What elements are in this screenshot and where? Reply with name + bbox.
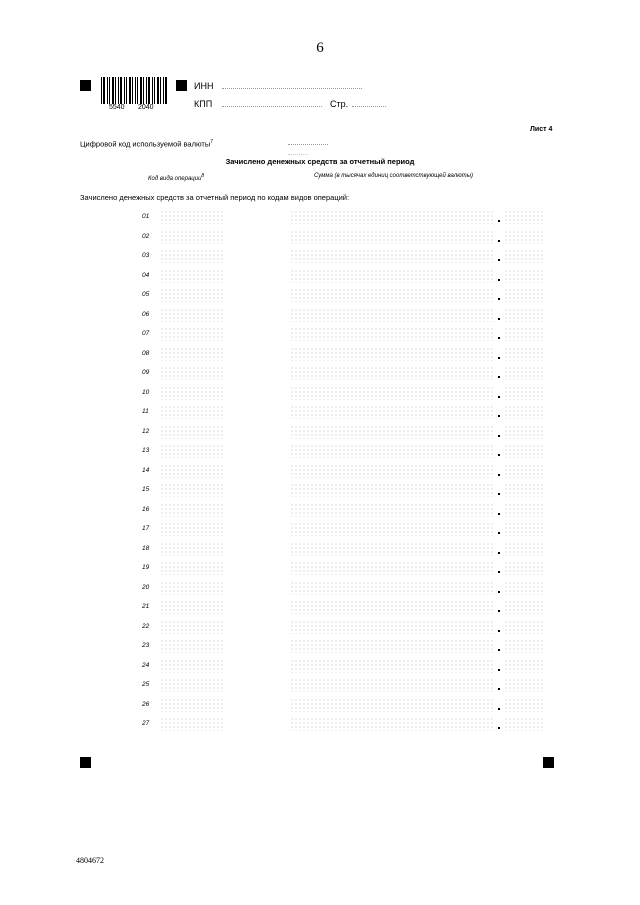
sum-integer-field[interactable] [290, 542, 493, 556]
operation-code-field[interactable] [160, 678, 224, 692]
operation-code-field[interactable] [160, 210, 224, 224]
sum-fraction-field[interactable] [504, 327, 544, 341]
operation-code-field[interactable] [160, 366, 224, 380]
sum-integer-field[interactable] [290, 698, 493, 712]
sum-integer-field[interactable] [290, 561, 493, 575]
registration-marker-bottom-right [543, 757, 554, 768]
row-number: 27 [142, 720, 150, 727]
row-number: 11 [142, 408, 149, 415]
row-number: 05 [142, 291, 150, 298]
sum-integer-field[interactable] [290, 717, 493, 731]
decimal-point [498, 669, 500, 671]
sum-integer-field[interactable] [290, 483, 493, 497]
operation-code-field[interactable] [160, 269, 224, 283]
decimal-point [498, 259, 500, 261]
decimal-point [498, 571, 500, 573]
sum-integer-field[interactable] [290, 425, 493, 439]
sum-integer-field[interactable] [290, 659, 493, 673]
footer-form-code: 4804672 [76, 856, 104, 865]
operation-code-field[interactable] [160, 230, 224, 244]
operation-code-field[interactable] [160, 288, 224, 302]
row-number: 26 [142, 700, 150, 708]
operation-code-field[interactable] [160, 542, 224, 556]
row-number: 16 [142, 505, 150, 513]
row-number: 25 [142, 681, 150, 688]
operation-code-field[interactable] [160, 464, 224, 478]
decimal-point [498, 493, 500, 495]
operation-code-field[interactable] [160, 561, 224, 575]
sum-integer-field[interactable] [290, 249, 493, 263]
barcode [101, 77, 167, 104]
row-number: 07 [142, 330, 150, 337]
row-number: 23 [142, 642, 150, 649]
decimal-point [498, 318, 500, 320]
row-number: 12 [142, 427, 150, 435]
operation-code-field[interactable] [160, 503, 224, 517]
sum-fraction-field[interactable] [504, 503, 544, 517]
sum-integer-field[interactable] [290, 327, 493, 341]
sum-fraction-field[interactable] [504, 717, 544, 731]
sum-fraction-field[interactable] [504, 269, 544, 283]
decimal-point [498, 630, 500, 632]
sheet-label: Лист 4 [530, 126, 553, 133]
sum-fraction-field[interactable] [504, 210, 544, 224]
sum-fraction-field[interactable] [504, 581, 544, 595]
operation-code-field[interactable] [160, 581, 224, 595]
sum-fraction-field[interactable] [504, 249, 544, 263]
decimal-point [498, 649, 500, 651]
sum-fraction-field[interactable] [504, 522, 544, 536]
sum-integer-field[interactable] [290, 386, 493, 400]
row-number: 15 [142, 486, 150, 493]
decimal-point [498, 376, 500, 378]
operation-row [0, 720, 640, 739]
row-number: 08 [142, 349, 150, 357]
page-label: Стр. [330, 99, 349, 109]
inn-field[interactable] [222, 80, 362, 89]
sum-integer-field[interactable] [290, 405, 493, 419]
sum-fraction-field[interactable] [504, 347, 544, 361]
sum-fraction-field[interactable] [504, 308, 544, 322]
decimal-point [498, 396, 500, 398]
operation-code-field[interactable] [160, 405, 224, 419]
row-number: 03 [142, 252, 150, 259]
sum-integer-field[interactable] [290, 288, 493, 302]
row-number: 06 [142, 310, 150, 318]
section-title: Зачислено денежных средств за отчетный период [225, 157, 415, 166]
sum-fraction-field[interactable] [504, 561, 544, 575]
kpp-field[interactable] [222, 98, 322, 107]
page-number: 6 [316, 40, 324, 56]
decimal-point [498, 415, 500, 417]
operation-code-field[interactable] [160, 717, 224, 731]
sum-integer-field[interactable] [290, 444, 493, 458]
sum-integer-field[interactable] [290, 366, 493, 380]
row-number: 04 [142, 271, 150, 279]
operation-code-field[interactable] [160, 600, 224, 614]
sum-fraction-field[interactable] [504, 678, 544, 692]
decimal-point [498, 454, 500, 456]
currency-code-field[interactable] [288, 136, 328, 145]
operation-code-field[interactable] [160, 620, 224, 634]
row-number: 22 [142, 622, 150, 630]
sum-fraction-field[interactable] [504, 230, 544, 244]
decimal-point [498, 337, 500, 339]
page-field[interactable] [352, 98, 386, 107]
operation-code-field[interactable] [160, 483, 224, 497]
sum-fraction-field[interactable] [504, 600, 544, 614]
sum-integer-field[interactable] [290, 600, 493, 614]
row-number: 02 [142, 232, 150, 240]
row-number: 24 [142, 661, 150, 669]
column-code-header: Код вида операции$^8$ [148, 173, 205, 182]
sum-integer-field[interactable] [290, 230, 493, 244]
sum-integer-field[interactable] [290, 620, 493, 634]
row-number: 18 [142, 544, 150, 552]
sum-fraction-field[interactable] [504, 542, 544, 556]
sum-integer-field[interactable] [290, 464, 493, 478]
sum-fraction-field[interactable] [504, 386, 544, 400]
operation-code-field[interactable] [160, 425, 224, 439]
registration-marker-top-mid [176, 80, 187, 91]
decimal-point [498, 532, 500, 534]
sum-fraction-field[interactable] [504, 288, 544, 302]
row-number: 20 [142, 583, 150, 591]
sum-fraction-field[interactable] [504, 659, 544, 673]
kpp-label: КПП [194, 99, 213, 109]
sum-fraction-field[interactable] [504, 425, 544, 439]
operation-code-field[interactable] [160, 308, 224, 322]
row-number: 21 [142, 603, 150, 610]
row-number: 09 [142, 369, 150, 376]
inn-label: ИНН [194, 81, 214, 91]
row-number: 19 [142, 564, 150, 571]
operation-code-field[interactable] [160, 444, 224, 458]
decimal-point [498, 220, 500, 222]
sum-fraction-field[interactable] [504, 698, 544, 712]
operation-code-field[interactable] [160, 249, 224, 263]
currency-code-field-sub [288, 146, 308, 155]
row-number: 13 [142, 447, 150, 454]
sum-integer-field[interactable] [290, 581, 493, 595]
sum-fraction-field[interactable] [504, 444, 544, 458]
operation-code-field[interactable] [160, 522, 224, 536]
barcode-digits-right: 2040 [138, 104, 154, 111]
sum-integer-field[interactable] [290, 269, 493, 283]
decimal-point [498, 610, 500, 612]
decimal-point [498, 552, 500, 554]
decimal-point [498, 591, 500, 593]
sum-fraction-field[interactable] [504, 639, 544, 653]
operation-code-field[interactable] [160, 347, 224, 361]
sum-fraction-field[interactable] [504, 483, 544, 497]
sum-integer-field[interactable] [290, 347, 493, 361]
sum-fraction-field[interactable] [504, 464, 544, 478]
decimal-point [498, 298, 500, 300]
decimal-point [498, 435, 500, 437]
sum-integer-field[interactable] [290, 503, 493, 517]
decimal-point [498, 279, 500, 281]
row-number: 17 [142, 525, 150, 532]
operation-code-field[interactable] [160, 639, 224, 653]
registration-marker-top-left [80, 80, 91, 91]
sum-fraction-field[interactable] [504, 366, 544, 380]
row-number: 10 [142, 388, 150, 396]
barcode-digits-left: 5540 [109, 104, 125, 111]
decimal-point [498, 688, 500, 690]
sum-fraction-field[interactable] [504, 620, 544, 634]
sum-integer-field[interactable] [290, 678, 493, 692]
operation-code-field[interactable] [160, 698, 224, 712]
sum-integer-field[interactable] [290, 639, 493, 653]
column-sum-header: Сумма (в тысячах единиц соответствующей валюты) [314, 173, 474, 179]
registration-marker-bottom-left [80, 757, 91, 768]
operation-code-field[interactable] [160, 659, 224, 673]
sum-fraction-field[interactable] [504, 405, 544, 419]
operation-code-field[interactable] [160, 386, 224, 400]
section-description: Зачислено денежных средств за отчетный период по кодам видов операций: [80, 193, 350, 202]
operation-code-field[interactable] [160, 327, 224, 341]
row-number: 14 [142, 466, 150, 474]
sum-integer-field[interactable] [290, 210, 493, 224]
sum-integer-field[interactable] [290, 308, 493, 322]
row-number: 01 [142, 213, 150, 220]
decimal-point [498, 708, 500, 710]
decimal-point [498, 474, 500, 476]
decimal-point [498, 357, 500, 359]
decimal-point [498, 240, 500, 242]
currency-code-label: Цифровой код используемой валюты$^7$ [80, 139, 214, 149]
decimal-point [498, 513, 500, 515]
decimal-point [498, 727, 500, 729]
sum-integer-field[interactable] [290, 522, 493, 536]
